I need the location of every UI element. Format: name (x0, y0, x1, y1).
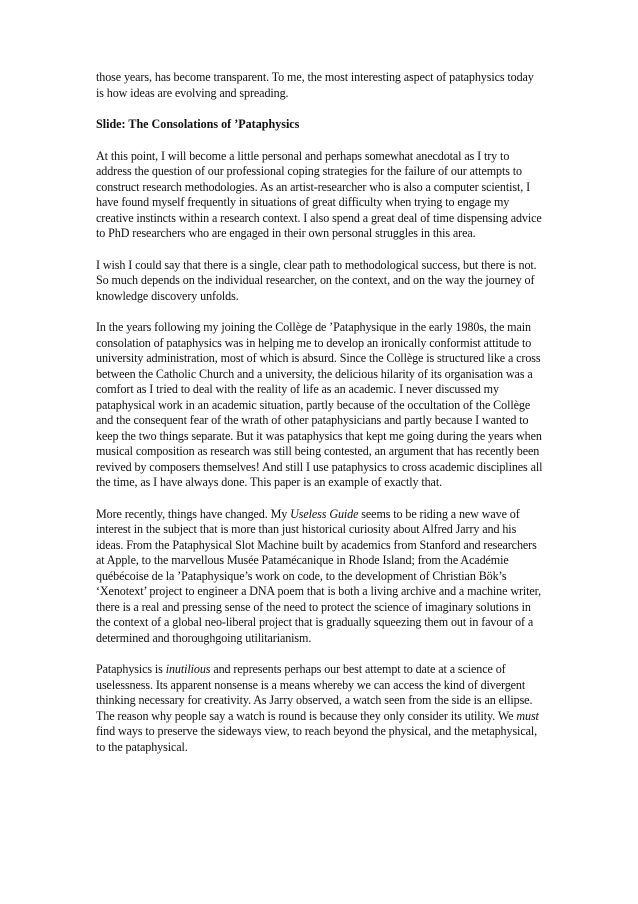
emphasis-must: must (516, 708, 539, 723)
paragraph-text: and represents perhaps our best attempt to date at a science of uselessness. Its apparent nonsense is a means whereby we can access the kind of divergent thinking necessary for creativity. As Jarry observed, a watch seen from the side is an ellipse. The reason why people say a watch is round is because they only consider its utility. We (96, 662, 533, 723)
emphasis-inutilious: inutilious (165, 662, 211, 676)
paragraph-inutilious (96, 662, 544, 755)
paragraph-college-de-pataphysique: In the years following my joining the Collège de ’Pataphysique in the early 1980s, the main consolation of pataphysics was in helping me to develop an ironically conformist attitude to university administration, most of which is absurd. Since the Collège is structured like a cross between the Catholic Church and a university, the delicious hilarity of its organisation was a comfort as I tried to deal with the reality of life as an academic. I never discussed my pataphysical work in an academic situation, partly because of the occultation of the Collège and the consequent fear of the wrath of other pataphysicians and partly because I wanted to keep the two things separate. But it was pataphysics that kept me going during the years when musical composition as research was still being contested, an argument that has recently been revived by composers themselves! And still I use pataphysics to cross academic disciplines all the time, as I have always done. This paper is an example of exactly that. (96, 320, 543, 489)
paragraph-text: seems to be riding a new wave of interest in the subject that is more than just historical curiosity about Alfred Jarry and his ideas. From the Pataphysical Slot Machine built by academics from Stanford and researchers at Apple, to the marvellous Musée Patamécanique in Rhode Island; from the Académie québécoise de la ’Pataphysique’s work on code, to the development of Christian Bök’s ‘Xenotext’ project to engineer a DNA poem that is both a living archive and a machine writer, there is a real and pressing sense of the need to protect the science of imaginary solutions in the context of a global neo-liberal project that is gradually squeezing them out in favour of a determined and thoroughgoing utilitarianism. (96, 506, 542, 645)
intro-paragraph: those years, has become transparent. To me, the most interesting aspect of pataphysics today is how ideas are evolving and spreading. (96, 70, 534, 100)
paragraph-useless-guide (96, 507, 544, 647)
slide-heading: Slide: The Consolations of ’Pataphysics (96, 117, 300, 131)
paragraph-text: More recently, things have changed. My (96, 506, 291, 521)
document-page (96, 70, 544, 771)
paragraph-methodological-success: I wish I could say that there is a single, clear path to methodological success, but there is not. So much depends on the individual researcher, on the context, and on the way the journey of knowledge discovery unfolds. (96, 257, 537, 303)
book-title-useless-guide: Useless Guide (290, 506, 359, 521)
paragraph-text: Pataphysics is (96, 662, 166, 676)
paragraph-coping-strategies: At this point, I will become a little personal and perhaps somewhat anecdotal as I try to address the question of our professional coping strategies for the failure of our attempts to construct research methodologies. As an artist-researcher who is also a computer scientist, I have found myself frequently in situations of great difficulty when trying to engage my creative instincts within a research context. I also spend a great deal of time dispensing advice to PhD researchers who are engaged in their own personal struggles in this area. (96, 148, 542, 240)
paragraph-text: find ways to preserve the sideways view, to reach beyond the physical, and the metaphysical, to the pataphysical. (96, 724, 538, 754)
